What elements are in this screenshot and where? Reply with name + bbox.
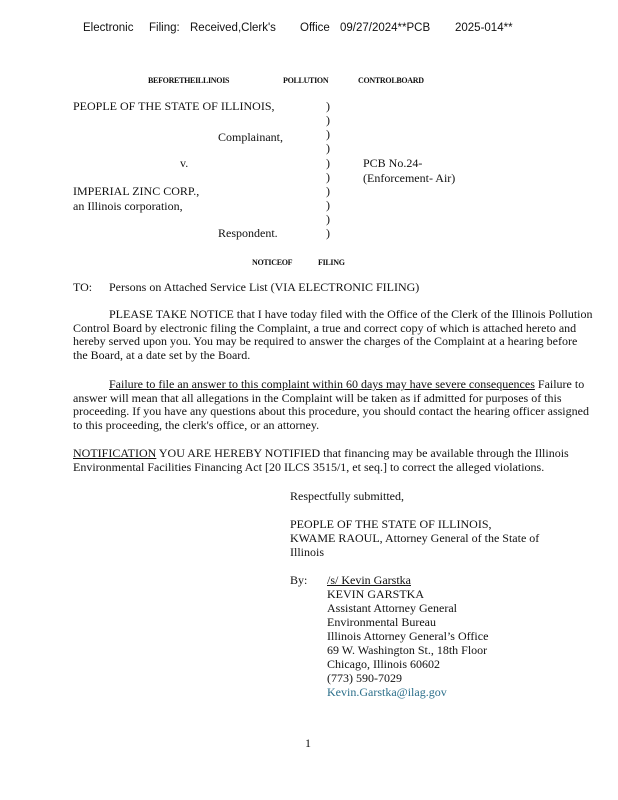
header-case-number: 2025-014**	[455, 22, 513, 34]
attorney-office: Illinois Attorney General’s Office	[327, 629, 489, 643]
notice-heading-1: NOTICEOF	[252, 258, 293, 267]
caption-pcb-number: PCB No.24-	[363, 156, 423, 170]
caption-paren: )	[326, 141, 330, 155]
caption-paren: )	[326, 198, 330, 212]
failure-paragraph-text: Failure to answer will mean that all allegations in the Complaint will be taken as if admitted for purposes of this proceeding. If you have any questions about this procedure, you should contact the hearing officer assigned to this proceeding, the clerk's office, or an attorney.	[73, 377, 589, 432]
notice-paragraph-text: PLEASE TAKE NOTICE that I have today filed with the Office of the Clerk of the Illinois Pollution Control Board by electronic filing the Complaint, a true and correct copy of which is attached hereto and hereby served upon you. You may be required to answer the charges of the Complaint at a hearing before the Board, at a date set by the Board.	[73, 307, 593, 362]
attorney-title: Assistant Attorney General	[327, 601, 457, 615]
header-date-pcb: 09/27/2024**PCB	[340, 22, 431, 34]
caption-complainant: Complainant,	[218, 130, 283, 144]
header-filing: Filing:	[149, 22, 180, 34]
caption-paren: )	[326, 170, 330, 184]
caption-paren: )	[326, 184, 330, 198]
failure-paragraph	[73, 378, 593, 432]
attorney-bureau: Environmental Bureau	[327, 615, 436, 629]
caption-enforcement: (Enforcement- Air)	[363, 171, 456, 185]
to-text: Persons on Attached Service List (VIA ELECTRONIC FILING)	[109, 280, 420, 294]
notice-heading-2: FILING	[318, 258, 345, 267]
notification-label: NOTIFICATION	[73, 446, 157, 460]
board-heading-2: POLLUTION	[283, 76, 329, 85]
signature-line: /s/ Kevin Garstka	[327, 573, 411, 587]
caption-paren: )	[326, 99, 330, 113]
closing: Respectfully submitted,	[290, 489, 404, 503]
signature-state: Illinois	[290, 545, 325, 559]
caption-respondent: Respondent.	[218, 226, 278, 240]
board-heading-1: BEFORETHEILLINOIS	[148, 76, 230, 85]
caption-respondent-desc: an Illinois corporation,	[73, 199, 183, 213]
board-heading-3: CONTROLBOARD	[358, 76, 424, 85]
signature-party: PEOPLE OF THE STATE OF ILLINOIS,	[290, 517, 492, 531]
signature-by: By:	[290, 573, 308, 587]
caption-v: v.	[180, 156, 189, 170]
caption-respondent-name: IMPERIAL ZINC CORP.,	[73, 184, 200, 198]
notice-paragraph	[73, 308, 593, 362]
header-received: Received,Clerk's	[190, 22, 276, 34]
attorney-street: 69 W. Washington St., 18th Floor	[327, 643, 488, 657]
to-label: TO:	[73, 280, 93, 294]
attorney-email[interactable]: Kevin.Garstka@ilag.gov	[327, 685, 447, 699]
attorney-city: Chicago, Illinois 60602	[327, 657, 440, 671]
page-number: 1	[305, 736, 311, 750]
notification-text: YOU ARE HEREBY NOTIFIED that financing may be available through the Illinois Environmental Facilities Financing Act [20 ILCS 3515/1, et seq.] to correct the alleged violations.	[73, 446, 569, 474]
notification-paragraph	[73, 447, 593, 474]
failure-warning: Failure to file an answer to this complaint within 60 days may have severe consequences	[109, 377, 535, 391]
caption-people: PEOPLE OF THE STATE OF ILLINOIS,	[73, 99, 275, 113]
signature-attorney-general: KWAME RAOUL, Attorney General of the State of	[290, 531, 540, 545]
caption-paren: )	[326, 212, 330, 226]
header-office: Office	[300, 22, 330, 34]
caption-paren: )	[326, 127, 330, 141]
attorney-name: KEVIN GARSTKA	[327, 587, 424, 601]
caption-paren: )	[326, 226, 330, 240]
header-electronic: Electronic	[83, 22, 134, 34]
attorney-phone: (773) 590-7029	[327, 671, 402, 685]
caption-paren: )	[326, 156, 330, 170]
caption-paren: )	[326, 113, 330, 127]
